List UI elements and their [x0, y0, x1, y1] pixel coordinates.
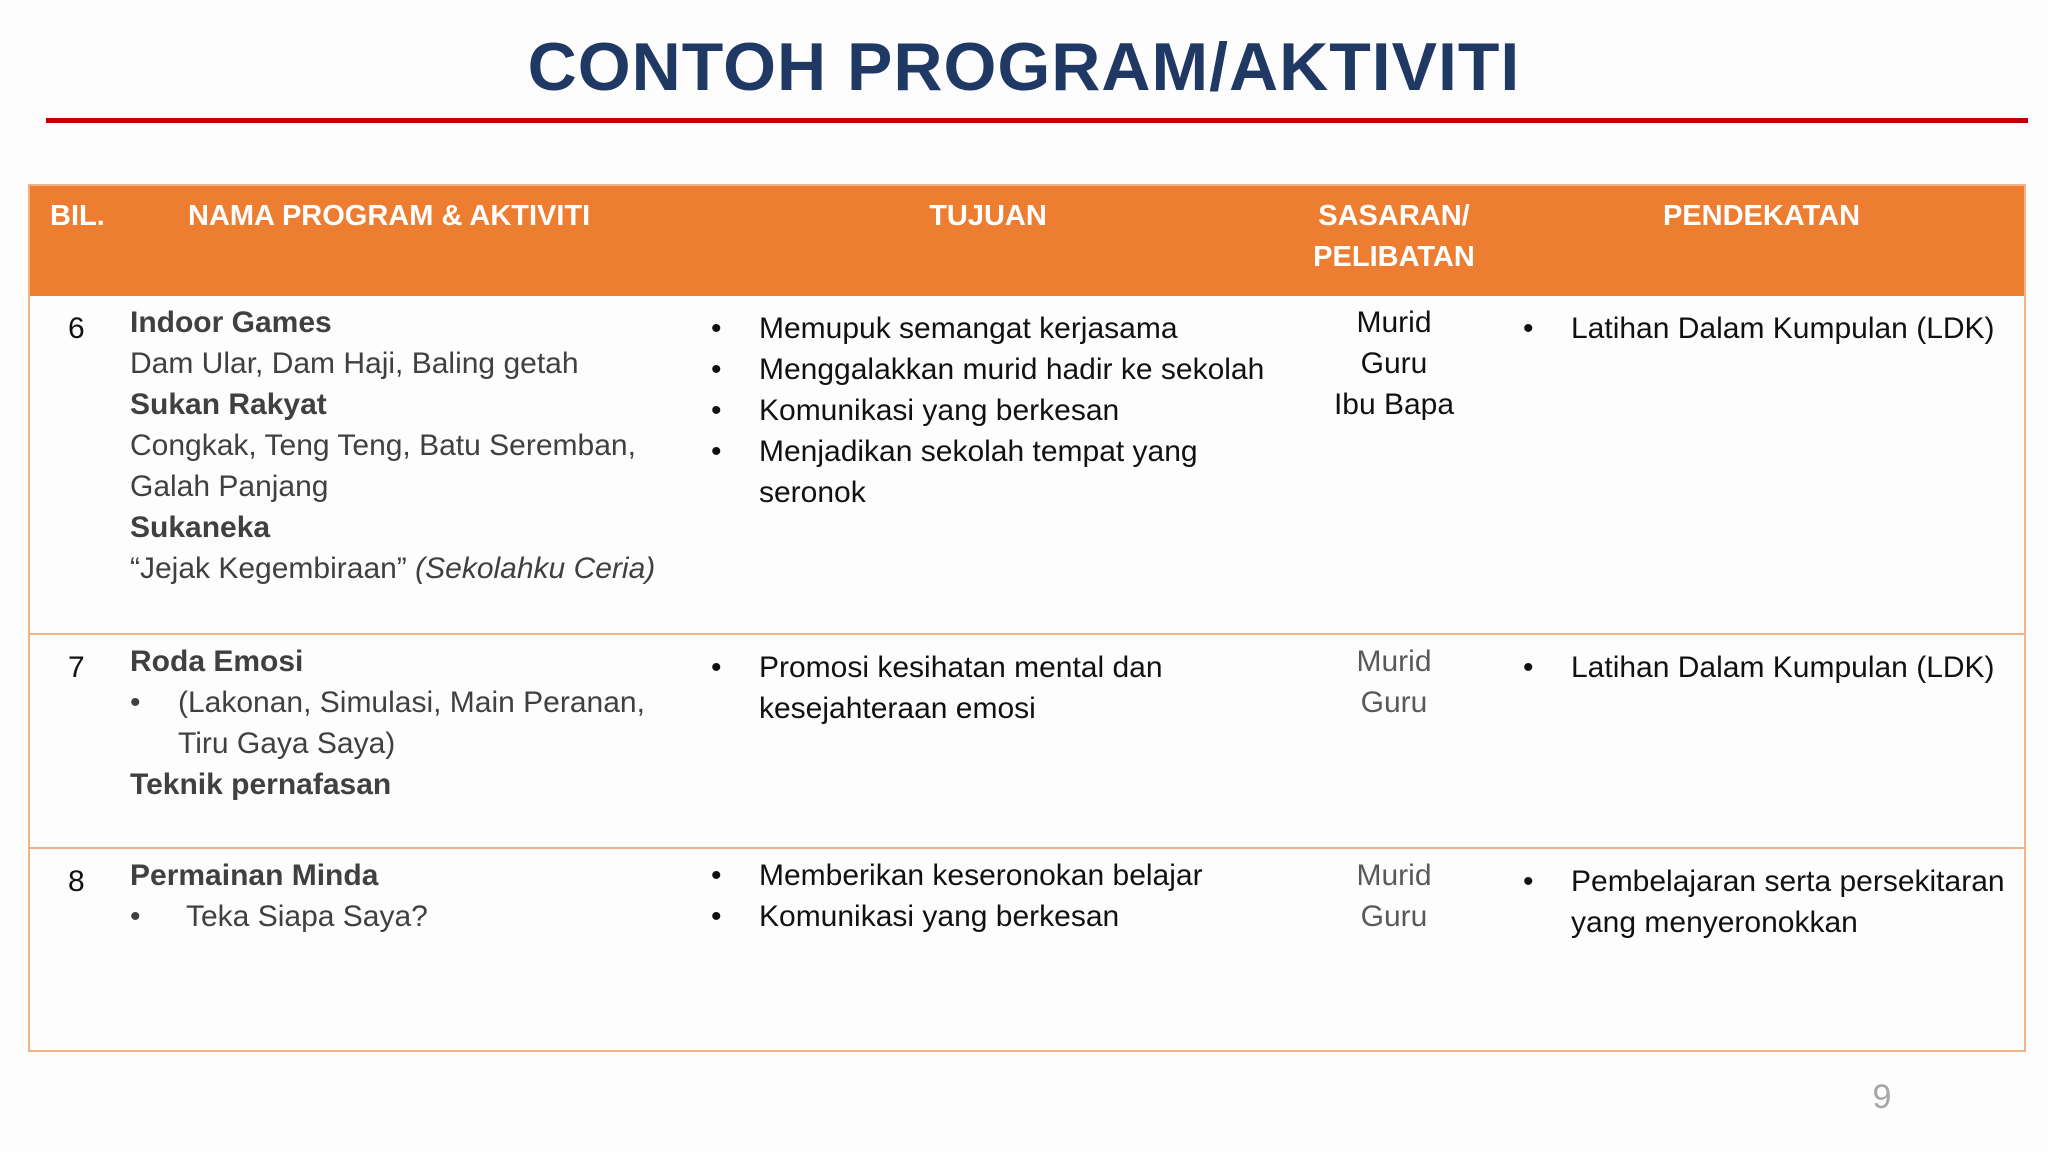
target-cell [1289, 848, 1499, 1085]
objective-item: • Memupuk semangat kerjasama [711, 308, 1283, 349]
table-row [30, 848, 2024, 1085]
approach-item: • Pembelajaran serta persekitaran yang menyeronokkan [1523, 861, 2018, 943]
program-table [28, 184, 2026, 1052]
approach-item: • Latihan Dalam Kumpulan (LDK) [1523, 308, 2018, 349]
target-cell [1289, 296, 1499, 634]
program-detail: Congkak, Teng Teng, Batu Seremban, Galah Panjang [130, 429, 636, 503]
header-bil: BIL. [30, 186, 122, 296]
program-detail: Dam Ular, Dam Haji, Baling getah [130, 347, 579, 380]
target-item: Ibu Bapa [1333, 388, 1455, 421]
header-nama-program: NAMA PROGRAM & AKTIVITI [122, 186, 687, 296]
program-heading: Sukaneka [130, 511, 271, 544]
header-sasaran-line2: PELIBATAN [1313, 241, 1475, 273]
program-heading: Roda Emosi [130, 645, 304, 678]
approach-cell [1499, 848, 2024, 1085]
program-detail-plain: “Jejak Kegembiraan” [130, 552, 416, 585]
objective-item: • Memberikan keseronokan belajar [711, 855, 1283, 896]
objective-item: • Menggalakkan murid hadir ke sekolah [711, 349, 1283, 390]
program-detail-italic: (Sekolahku Ceria) [415, 552, 656, 585]
header-pendekatan: PENDEKATAN [1499, 186, 2024, 296]
program-heading: Permainan Minda [130, 859, 379, 892]
objective-item: • Promosi kesihatan mental dan kesejahteraan emosi [711, 647, 1283, 729]
program-name-cell [122, 296, 687, 634]
program-heading: Indoor Games [130, 306, 332, 339]
objective-cell [687, 296, 1289, 634]
target-item: Murid [1356, 859, 1432, 892]
approach-cell [1499, 296, 2024, 634]
objective-item: • Menjadikan sekolah tempat yang seronok [711, 431, 1283, 513]
program-heading: Sukan Rakyat [130, 388, 327, 421]
table-row [30, 634, 2024, 848]
objective-cell [687, 634, 1289, 848]
page-number: 9 [1872, 1078, 1892, 1116]
table-header-row [30, 186, 2024, 296]
header-sasaran-line1: SASARAN/ [1318, 200, 1470, 232]
target-item: Murid [1356, 645, 1432, 678]
target-item: Guru [1360, 900, 1428, 933]
program-heading: Teknik pernafasan [130, 768, 392, 801]
program-name-cell [122, 848, 687, 1085]
objective-cell [687, 848, 1289, 1085]
objective-item: • Komunikasi yang berkesan [711, 390, 1283, 431]
approach-item: • Latihan Dalam Kumpulan (LDK) [1523, 647, 2018, 688]
slide-title: CONTOH PROGRAM/AKTIVITI [527, 29, 1521, 105]
target-item: Guru [1360, 686, 1428, 719]
row-number: 8 [30, 848, 122, 1085]
header-sasaran [1289, 186, 1499, 296]
title-underline [46, 118, 2028, 123]
target-item: Murid [1356, 306, 1432, 339]
program-name-cell [122, 634, 687, 848]
header-tujuan: TUJUAN [687, 186, 1289, 296]
program-sub-item: • (Lakonan, Simulasi, Main Peranan, Tiru Gaya Saya) [130, 682, 681, 764]
program-sub-item: • Teka Siapa Saya? [130, 896, 681, 937]
objective-item: • Komunikasi yang berkesan [711, 896, 1283, 937]
approach-cell [1499, 634, 2024, 848]
row-number: 6 [68, 312, 85, 345]
table-row [30, 296, 2024, 634]
target-cell [1289, 634, 1499, 848]
program-detail [130, 548, 681, 589]
target-item: Guru [1360, 347, 1428, 380]
row-number: 7 [30, 634, 122, 848]
